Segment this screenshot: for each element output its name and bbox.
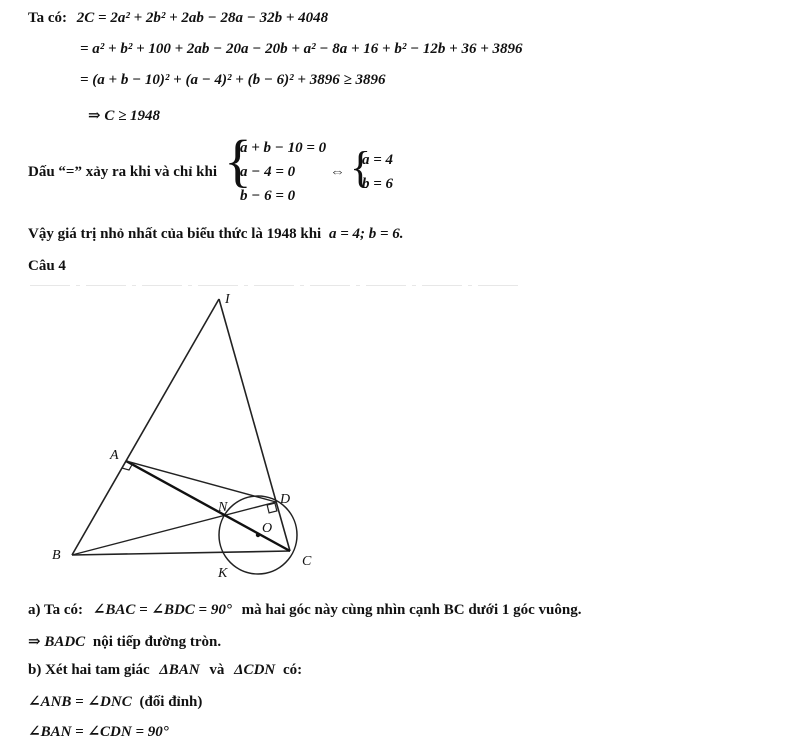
segment-ib <box>72 299 219 555</box>
label-n: N <box>218 500 228 515</box>
line2-math: = a² + b² + 100 + 2ab − 20a − 20b + a² − 8a + 16 + b² − 12b + 36 + 3896 <box>80 41 523 57</box>
system1-eq3: b − 6 = 0 <box>240 188 296 204</box>
system2-eq2: b = 6 <box>362 176 394 192</box>
question4-heading: Câu 4 <box>28 258 66 274</box>
point-o <box>256 533 260 537</box>
system1-eq1: a + b − 10 = 0 <box>240 140 327 156</box>
part-a-result <box>28 632 221 651</box>
equiv-symbol: ⇔ <box>330 164 345 180</box>
line3-math: = (a + b − 10)² + (a − 4)² + (b − 6)² + 3896 ≥ 3896 <box>80 72 386 88</box>
label-a: A <box>110 448 119 463</box>
segment-bc <box>72 551 290 555</box>
segment-ac <box>126 461 290 551</box>
part-b-tri2: ΔCDN <box>234 662 276 678</box>
label-k: K <box>218 566 228 581</box>
label-o: O <box>262 521 273 536</box>
label-b: B <box>52 548 61 563</box>
line1-math: 2C = 2a² + 2b² + 2ab − 28a − 32b + 4048 <box>76 10 329 26</box>
line1 <box>28 10 328 27</box>
part-b-has: có: <box>282 662 303 678</box>
segment-bd <box>72 502 276 555</box>
part-b-tri1: ΔBAN <box>159 662 200 678</box>
part-b-angle1-note: (đối đỉnh) <box>139 694 203 710</box>
part-a-math: ∠BAC = ∠BDC = 90° <box>92 602 232 618</box>
equality-text: Dấu “=” xảy ra khi và chỉ khi <box>28 164 218 180</box>
part-b-intro-line <box>28 662 302 679</box>
part-b-intro: b) Xét hai tam giác <box>28 662 150 678</box>
system2-brace: { <box>350 143 372 192</box>
label-c: C <box>302 554 312 569</box>
line1-prefix: Ta có: <box>28 10 68 26</box>
part-b-and: và <box>209 662 225 678</box>
part-b-angle1-math: ∠ANB = ∠DNC <box>28 694 132 710</box>
line4-math: ⇒ C ≥ 1948 <box>88 108 161 124</box>
right-angle-d <box>267 503 277 513</box>
segment-ic <box>219 299 290 551</box>
system1-brace: { <box>224 128 252 193</box>
part-b-angle2-math: ∠BAN = ∠CDN = 90° <box>28 724 169 740</box>
system1-eq2: a − 4 = 0 <box>240 164 296 180</box>
part-b-angle1-line <box>28 692 202 711</box>
label-i: I <box>225 292 230 307</box>
part-a-line <box>28 600 582 619</box>
part-a-text: mà hai góc này cùng nhìn cạnh BC dưới 1 góc vuông. <box>241 602 582 618</box>
system2-eq1: a = 4 <box>362 152 394 168</box>
conclusion-text: Vậy giá trị nhỏ nhất của biểu thức là 1948 khi <box>28 226 322 242</box>
part-a-prefix: a) Ta có: <box>28 602 84 618</box>
segment-ad <box>126 461 276 502</box>
part-a-result-text: nội tiếp đường tròn. <box>92 634 222 650</box>
part-a-result-math: ⇒ BADC <box>28 634 86 650</box>
conclusion <box>28 226 404 243</box>
label-d: D <box>280 492 291 507</box>
conclusion-math: a = 4; b = 6. <box>328 226 404 242</box>
geometry-figure <box>0 285 800 595</box>
